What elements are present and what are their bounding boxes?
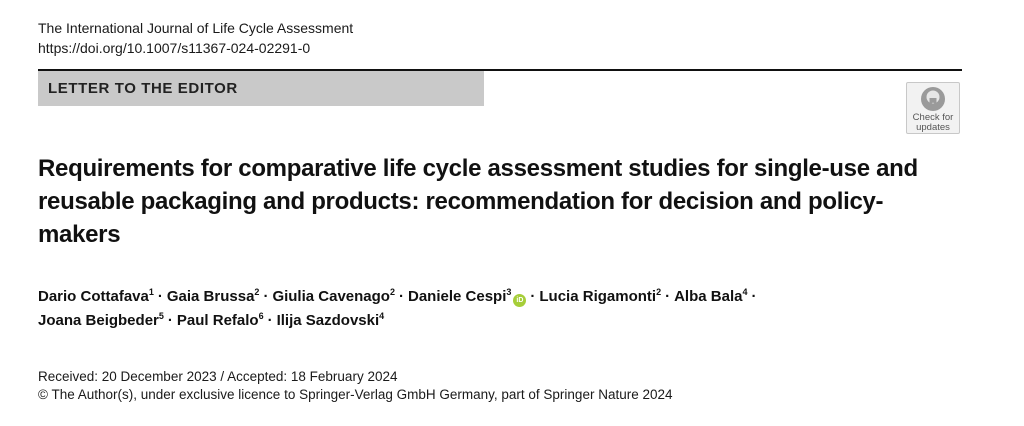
- author-name[interactable]: Daniele Cespi: [408, 288, 507, 305]
- check-for-updates-button[interactable]: [906, 82, 960, 134]
- crossmark-icon: [920, 86, 946, 112]
- author-name[interactable]: Lucia Rigamonti: [539, 288, 657, 305]
- author-name[interactable]: Joana Beigbeder: [38, 312, 159, 329]
- received-accepted-dates: Received: 20 December 2023 / Accepted: 18 February 2024: [38, 369, 398, 384]
- author-name[interactable]: Paul Refalo: [176, 312, 259, 329]
- author-name[interactable]: Ilija Sazdovski: [276, 312, 380, 329]
- author-list: [38, 285, 918, 333]
- affiliation-marker[interactable]: 1: [148, 287, 154, 297]
- journal-name: The International Journal of Life Cycle Assessment: [38, 20, 354, 36]
- article-title: Requirements for comparative life cycle assessment studies for single-use and reusable packaging and products: recommendation for decision and policy-makers: [38, 155, 918, 248]
- author-separator: ·: [530, 288, 536, 305]
- copyright-notice: © The Author(s), under exclusive licence to Springer-Verlag GmbH Germany, part of Springer Nature 2024: [38, 387, 673, 402]
- affiliation-marker[interactable]: 2: [656, 287, 662, 297]
- orcid-icon[interactable]: iD: [513, 294, 526, 307]
- author-separator: ·: [267, 312, 273, 329]
- author-separator: ·: [665, 288, 671, 305]
- affiliation-marker[interactable]: 4: [742, 287, 748, 297]
- affiliation-marker[interactable]: 2: [389, 287, 395, 297]
- author-name[interactable]: Dario Cottafava: [38, 288, 149, 305]
- affiliation-marker[interactable]: 2: [254, 287, 260, 297]
- affiliation-marker[interactable]: 5: [158, 311, 164, 321]
- author-name[interactable]: Gaia Brussa: [166, 288, 255, 305]
- author-name[interactable]: Alba Bala: [674, 288, 743, 305]
- author-separator: ·: [399, 288, 404, 305]
- article-type-banner: LETTER TO THE EDITOR: [38, 71, 484, 106]
- author-name[interactable]: Giulia Cavenago: [272, 288, 390, 305]
- author-separator: ·: [263, 288, 269, 305]
- author-separator: ·: [167, 312, 173, 329]
- affiliation-marker[interactable]: 6: [258, 311, 264, 321]
- affiliation-marker[interactable]: 3: [506, 287, 512, 297]
- affiliation-marker[interactable]: 4: [379, 311, 385, 321]
- check-for-updates-label: Check for updates: [912, 112, 954, 133]
- doi-link[interactable]: https://doi.org/10.1007/s11367-024-02291-0: [38, 40, 311, 56]
- author-separator: ·: [751, 288, 757, 305]
- author-separator: ·: [157, 288, 163, 305]
